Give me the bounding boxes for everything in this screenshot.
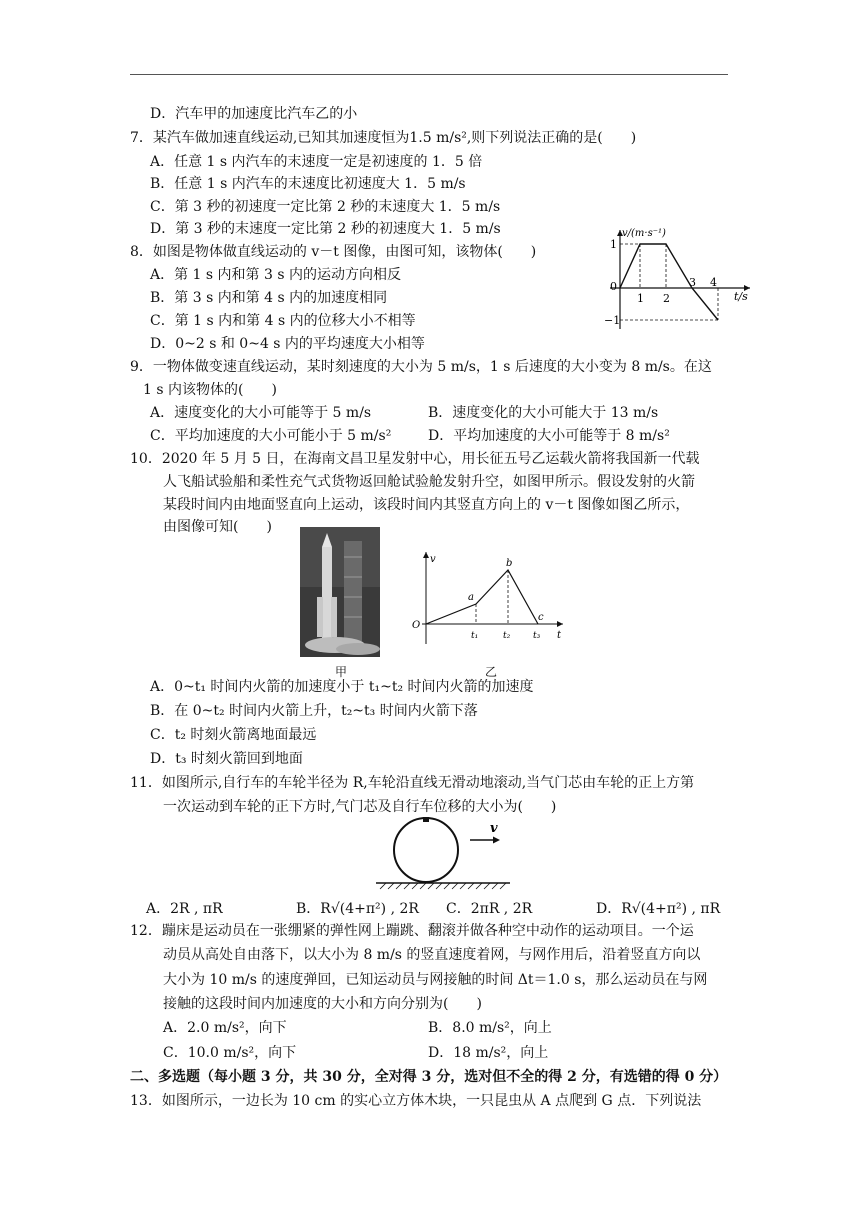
fig10-origin: O bbox=[412, 620, 421, 631]
fig10-point-b: b bbox=[506, 558, 513, 569]
q12-stem-4: 接触的这段时间内加速度的大小和方向分别为( ) bbox=[163, 996, 482, 1012]
q12-option-c: C．10.0 m/s²，向下 bbox=[163, 1045, 297, 1061]
fig8-xtick-4: 4 bbox=[710, 276, 717, 289]
header-rule bbox=[130, 74, 728, 75]
q8-option-c: C．第 1 s 内和第 4 s 内的位移大小不相等 bbox=[150, 313, 416, 329]
fig10-t2: t₂ bbox=[503, 631, 511, 641]
fig8-ylabel: v/(m·s⁻¹) bbox=[622, 228, 666, 239]
q8-stem: 8．如图是物体做直线运动的 v－t 图像，由图可知，该物体( ) bbox=[130, 244, 537, 260]
q8-option-b: B．第 3 s 内和第 4 s 内的加速度相同 bbox=[150, 290, 388, 306]
q8-option-d: D．0~2 s 和 0~4 s 内的平均速度大小相等 bbox=[150, 336, 425, 352]
fig10-t3: t₃ bbox=[533, 631, 541, 641]
q10-stem-1: 10．2020 年 5 月 5 日，在海南文昌卫星发射中心，用长征五号乙运载火箭将我国新一代载 bbox=[130, 451, 700, 467]
fig10-point-a: a bbox=[468, 592, 474, 603]
q6-option-d: D．汽车甲的加速度比汽车乙的小 bbox=[150, 106, 358, 122]
q7-stem: 7．某汽车做加速直线运动,已知其加速度恒为1.5 m/s²,则下列说法正确的是( ) bbox=[130, 130, 637, 146]
q9-stem-1: 9．一物体做变速直线运动，某时刻速度的大小为 5 m/s，1 s 后速度的大小变为 8 m/s。在这 bbox=[130, 359, 712, 375]
q9-option-c: C．平均加速度的大小可能小于 5 m/s² bbox=[150, 428, 392, 444]
fig10-point-c: c bbox=[538, 612, 544, 623]
q9-option-a: A．速度变化的大小可能等于 5 m/s bbox=[150, 405, 372, 421]
q11-stem-2: 一次运动到车轮的正下方时,气门芯及自行车位移的大小为( ) bbox=[163, 799, 557, 815]
fig10-vlabel: v bbox=[430, 554, 436, 565]
fig10-caption-right: 乙 bbox=[485, 665, 498, 679]
q7-option-b: B．任意 1 s 内汽车的末速度比初速度大 1．5 m/s bbox=[150, 176, 466, 192]
q13-stem: 13．如图所示，一边长为 10 cm 的实心立方体木块，一只昆虫从 A 点爬到 G 点．下列说法 bbox=[130, 1093, 702, 1109]
q12-stem-2: 动员从高处自由落下，以大小为 8 m/s 的竖直速度着网，与网作用后，沿着竖直方向以 bbox=[163, 947, 701, 963]
fig10-tlabel: t bbox=[557, 630, 562, 641]
q7-option-d: D．第 3 秒的末速度一定比第 2 秒的初速度大 1．5 m/s bbox=[150, 221, 501, 237]
q10-stem-2: 人飞船试验船和柔性充气式货物返回舱试验舱发射升空，如图甲所示。假设发射的火箭 bbox=[163, 474, 695, 490]
q11-stem-1: 11．如图所示,自行车的车轮半径为 R,车轮沿直线无滑动地滚动,当气门芯由车轮的正上方第 bbox=[130, 775, 695, 791]
q9-stem-2: 1 s 内该物体的( ) bbox=[143, 382, 277, 398]
q10-option-b: B．在 0~t₂ 时间内火箭上升，t₂~t₃ 时间内火箭下落 bbox=[150, 703, 478, 719]
q7-option-c: C．第 3 秒的初速度一定比第 2 秒的末速度大 1．5 m/s bbox=[150, 199, 501, 215]
q8-option-a: A．第 1 s 内和第 3 s 内的运动方向相反 bbox=[150, 267, 401, 283]
fig8-ytick-neg: −1 bbox=[604, 314, 621, 327]
q11-option-a: A．2R , πR bbox=[146, 901, 223, 917]
q9-option-b: B．速度变化的大小可能大于 13 m/s bbox=[428, 405, 659, 421]
q7-option-a: A．任意 1 s 内汽车的末速度一定是初速度的 1．5 倍 bbox=[150, 154, 483, 170]
q11-option-b: B．R√(4+π²) , 2R bbox=[296, 901, 419, 917]
fig8-origin: 0 bbox=[610, 280, 617, 293]
q8-vt-graph bbox=[600, 224, 760, 334]
section-multiple-choice-heading: 二、多选题（每小题 3 分，共 30 分，全对得 3 分，选对但不全的得 2 分，有选错的得 0 分） bbox=[130, 1069, 728, 1085]
fig10-t1: t₁ bbox=[471, 631, 479, 641]
fig8-xtick-2: 2 bbox=[663, 292, 670, 305]
q11-option-d: D．R√(4+π²) , πR bbox=[596, 901, 721, 917]
q12-stem-1: 12．蹦床是运动员在一张绷紧的弹性网上蹦跳、翻滚并做各种空中动作的运动项目。一个运 bbox=[130, 923, 694, 939]
q10-stem-4: 由图像可知( ) bbox=[163, 519, 272, 535]
q10-vt-graph bbox=[408, 548, 568, 648]
q12-stem-3: 大小为 10 m/s 的速度弹回，已知运动员与网接触的时间 Δt＝1.0 s，那么运动员在与网 bbox=[163, 972, 708, 988]
q12-option-a: A．2.0 m/s²，向下 bbox=[163, 1020, 287, 1036]
fig8-ytick-pos: 1 bbox=[610, 238, 617, 251]
q12-option-b: B．8.0 m/s²，向上 bbox=[428, 1020, 552, 1036]
rocket-launch-photo bbox=[300, 527, 380, 657]
fig8-xtick-3: 3 bbox=[689, 276, 696, 289]
q11-wheel-figure bbox=[374, 812, 514, 890]
fig11-velocity-label: v bbox=[490, 821, 498, 836]
q10-option-d: D．t₃ 时刻火箭回到地面 bbox=[150, 751, 303, 767]
q12-option-d: D．18 m/s²，向上 bbox=[428, 1045, 549, 1061]
q10-option-a: A．0~t₁ 时间内火箭的加速度小于 t₁~t₂ 时间内火箭的加速度 bbox=[150, 679, 534, 695]
q10-stem-3: 某段时间内由地面竖直向上运动，该段时间内其竖直方向上的 v－t 图像如图乙所示， bbox=[163, 497, 690, 513]
q10-option-c: C．t₂ 时刻火箭离地面最远 bbox=[150, 727, 317, 743]
fig8-xlabel: t/s bbox=[734, 290, 748, 303]
fig10-caption-left: 甲 bbox=[335, 665, 348, 679]
q11-option-c: C．2πR , 2R bbox=[446, 901, 533, 917]
q9-option-d: D．平均加速度的大小可能等于 8 m/s² bbox=[428, 428, 670, 444]
fig8-xtick-1: 1 bbox=[637, 292, 644, 305]
